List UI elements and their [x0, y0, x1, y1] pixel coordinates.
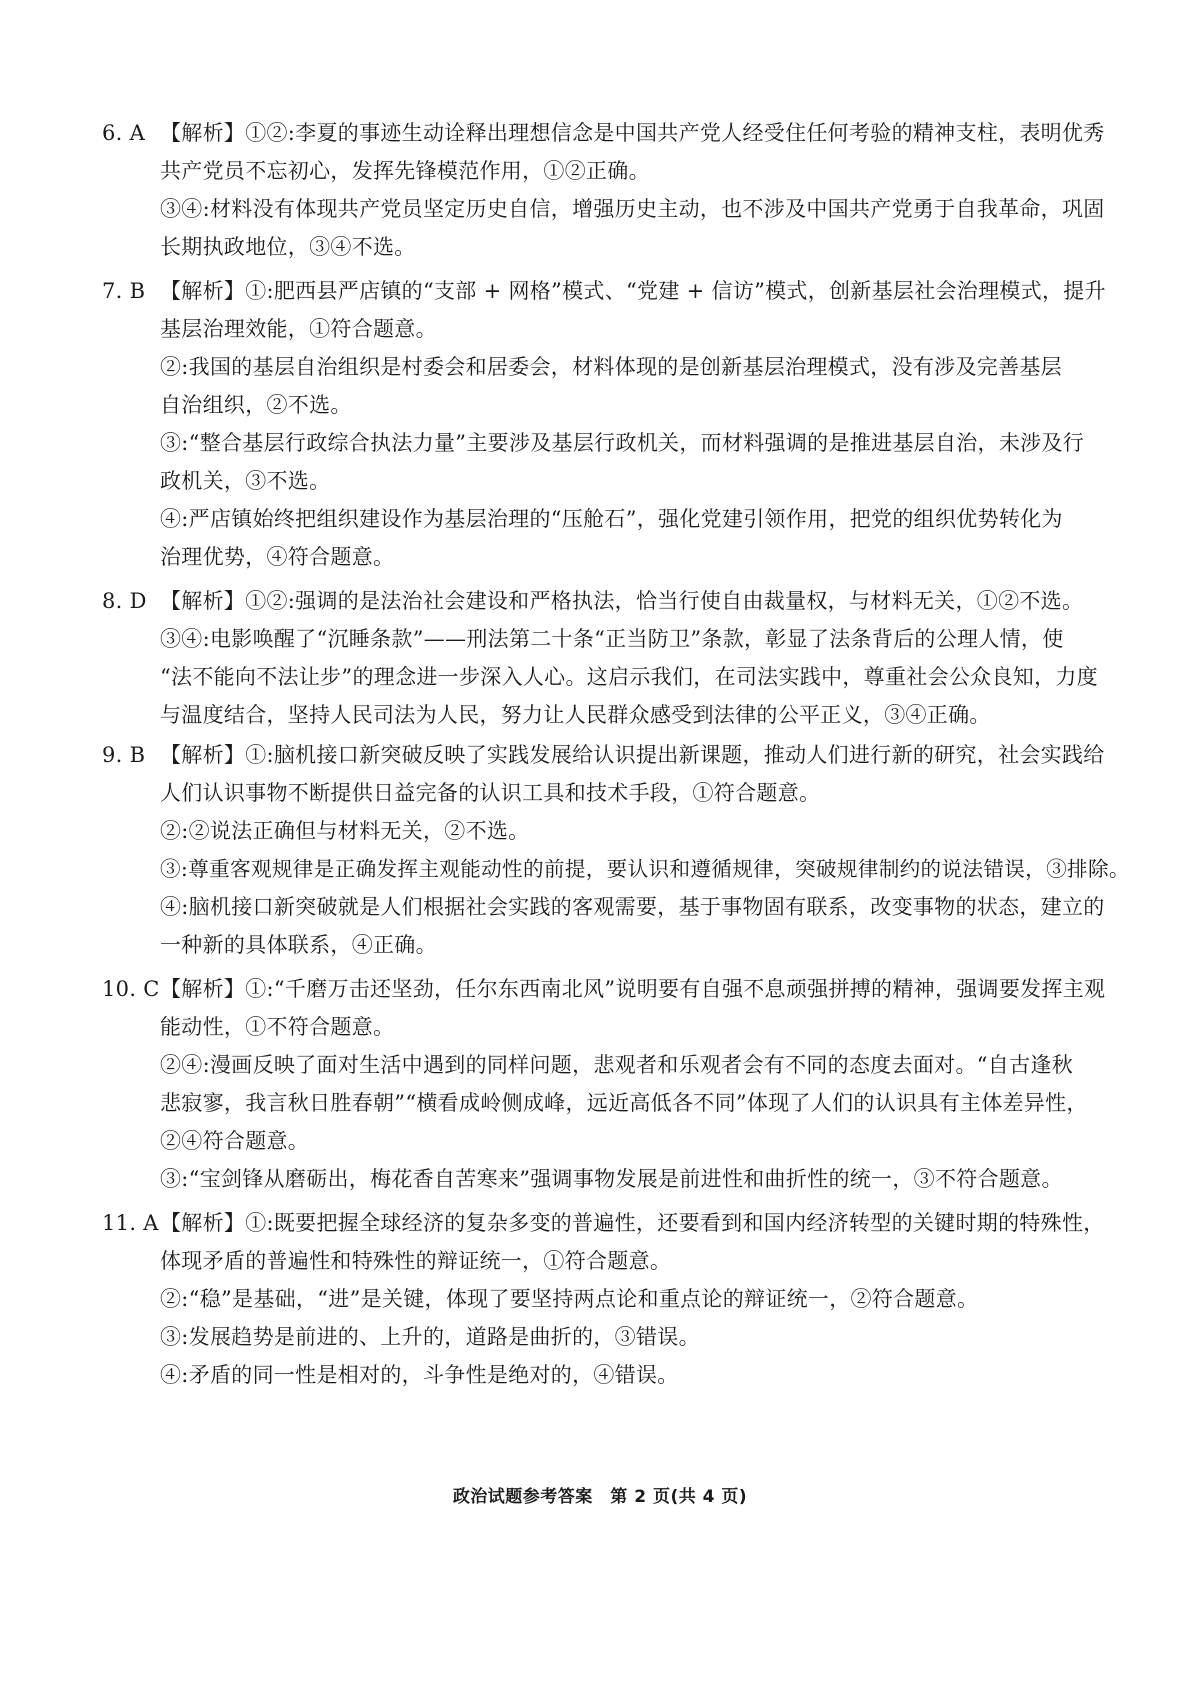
answer-number: 6. A	[102, 121, 146, 145]
answer-line: 基层治理效能，①符合题意。	[160, 317, 437, 341]
answer-line: 【解析】①②:李夏的事迹生动诠释出理想信念是中国共产党人经受住任何考验的精神支柱，表明优秀	[160, 121, 1105, 145]
answer-line: 【解析】①:脑机接口新突破反映了实践发展给认识提出新课题，推动人们进行新的研究，社会实践给	[160, 743, 1105, 767]
answer-line: 与温度结合，坚持人民司法为人民，努力让人民群众感受到法律的公平正义，③④正确。	[160, 703, 991, 727]
answer-line: ③:“整合基层行政综合执法力量”主要涉及基层行政机关，而材料强调的是推进基层自治，未涉及行	[160, 431, 1085, 455]
answer-line: 政机关，③不选。	[160, 469, 331, 493]
answer-line: 体现矛盾的普遍性和特殊性的辩证统一，①符合题意。	[160, 1249, 672, 1273]
answer-number: 9. B	[102, 743, 146, 767]
answer-line: 自治组织，②不选。	[160, 393, 352, 417]
answer-line: ③④:电影唤醒了“沉睡条款”——刑法第二十条“正当防卫”条款，彰显了法条背后的公理人情，使	[160, 627, 1064, 651]
answer-line: ③:“宝剑锋从磨砺出，梅花香自苦寒来”强调事物发展是前进性和曲折性的统一，③不符合题意。	[160, 1167, 1063, 1191]
answer-line: “法不能向不法让步”的理念进一步深入人心。这启示我们，在司法实践中，尊重社会公众良知，力度	[160, 665, 1098, 689]
answer-line: ④:矛盾的同一性是相对的，斗争性是绝对的，④错误。	[160, 1363, 679, 1387]
answer-line: 【解析】①:既要把握全球经济的复杂多变的普遍性，还要看到和国内经济转型的关键时期的特殊性，	[160, 1211, 1105, 1235]
answer-line: 共产党员不忘初心，发挥先锋模范作用，①②正确。	[160, 159, 650, 183]
answer-number: 10. C	[102, 977, 160, 1001]
answer-line: 悲寂寥，我言秋日胜春朝”“横看成岭侧成峰，远近高低各不同”体现了人们的认识具有主体差异性，	[160, 1091, 1088, 1115]
answer-line: ③④:材料没有体现共产党员坚定历史自信，增强历史主动，也不涉及中国共产党勇于自我革命，巩固	[160, 197, 1105, 221]
answer-line: ②:我国的基层自治组织是村委会和居委会，材料体现的是创新基层治理模式，没有涉及完善基层	[160, 355, 1062, 379]
answer-line: ②④:漫画反映了面对生活中遇到的同样问题，悲观者和乐观者会有不同的态度去面对。“自古逢秋	[160, 1053, 1074, 1077]
answer-line: ③:发展趋势是前进的、上升的，道路是曲折的，③错误。	[160, 1325, 700, 1349]
answer-line: 【解析】①:肥西县严店镇的“支部 + 网格”模式、“党建 + 信访”模式，创新基层社会治理模式，提升	[160, 279, 1106, 303]
page-footer: 政治试题参考答案 第 2 页(共 4 页)	[452, 1487, 748, 1507]
answer-line: 一种新的具体联系，④正确。	[160, 933, 437, 957]
answer-line: ③:尊重客观规律是正确发挥主观能动性的前提，要认识和遵循规律，突破规律制约的说法错误，③排除。	[160, 857, 1130, 881]
answer-line: 能动性，①不符合题意。	[160, 1015, 395, 1039]
answer-line: ④:脑机接口新突破就是人们根据社会实践的客观需要，基于事物固有联系，改变事物的状态，建立的	[160, 895, 1105, 919]
answer-number: 7. B	[102, 279, 146, 303]
answer-line: 治理优势，④符合题意。	[160, 545, 395, 569]
answer-line: 【解析】①②:强调的是法治社会建设和严格执法，恰当行使自由裁量权，与材料无关，①②不选。	[160, 589, 1084, 613]
answer-number: 8. D	[102, 589, 147, 613]
answer-line: ②:“稳”是基础，“进”是关键，体现了要坚持两点论和重点论的辩证统一，②符合题意。	[160, 1287, 979, 1311]
answer-line: ②④符合题意。	[160, 1129, 310, 1153]
answer-line: 【解析】①:“千磨万击还坚劲，任尔东西南北风”说明要有自强不息顽强拼搏的精神，强调要发挥主观	[160, 977, 1106, 1001]
answer-number: 11. A	[102, 1211, 159, 1235]
answer-line: 人们认识事物不断提供日益完备的认识工具和技术手段，①符合题意。	[160, 781, 821, 805]
answer-line: ②:②说法正确但与材料无关，②不选。	[160, 819, 530, 843]
answer-line: 长期执政地位，③④不选。	[160, 235, 416, 259]
answer-line: ④:严店镇始终把组织建设作为基层治理的“压舱石”，强化党建引领作用，把党的组织优势转化为	[160, 507, 1063, 531]
